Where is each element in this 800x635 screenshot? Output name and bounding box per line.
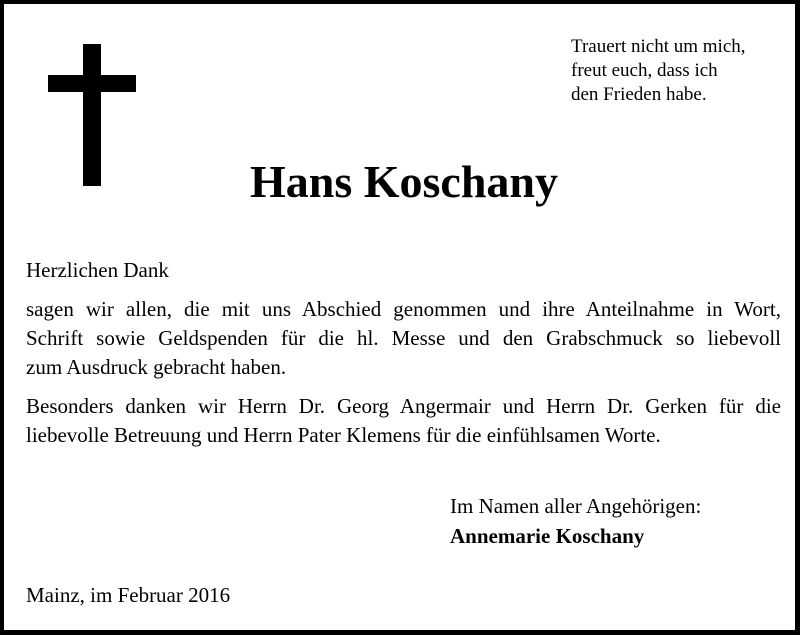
thanks-paragraph — [26, 295, 781, 382]
motto-line: den Frieden habe. — [571, 84, 707, 105]
signature-intro: Im Namen aller Angehörigen: — [450, 494, 702, 518]
paragraph-line: liebevolle Betreuung und Herrn Pater Klemens für die einfühlsamen Worte. — [26, 423, 661, 447]
deceased-name — [4, 152, 800, 212]
motto-line: freut euch, dass ich — [571, 60, 718, 81]
place-date: Mainz, im Februar 2016 — [26, 583, 231, 607]
paragraph-line: Besonders danken wir Herrn Dr. Georg Angermair und Herrn Dr. Gerken für die — [26, 394, 781, 418]
signature-block — [450, 491, 701, 551]
signer-name: Annemarie Koschany — [450, 524, 645, 548]
deceased-name-text: Hans Koschany — [249, 156, 559, 207]
paragraph-line: Schrift sowie Geldspenden für die hl. Messe und den Grabschmuck so liebevoll — [26, 326, 781, 350]
motto-line: Trauert nicht um mich, — [571, 36, 746, 57]
motto-verse — [571, 35, 746, 107]
paragraph-line: zum Ausdruck gebracht haben. — [26, 355, 287, 379]
paragraph-line: sagen wir allen, die mit uns Abschied genommen und ihre Anteilnahme in Wort, — [26, 297, 781, 321]
special-thanks-paragraph — [26, 392, 781, 450]
thanks-heading: Herzlichen Dank — [26, 258, 169, 282]
